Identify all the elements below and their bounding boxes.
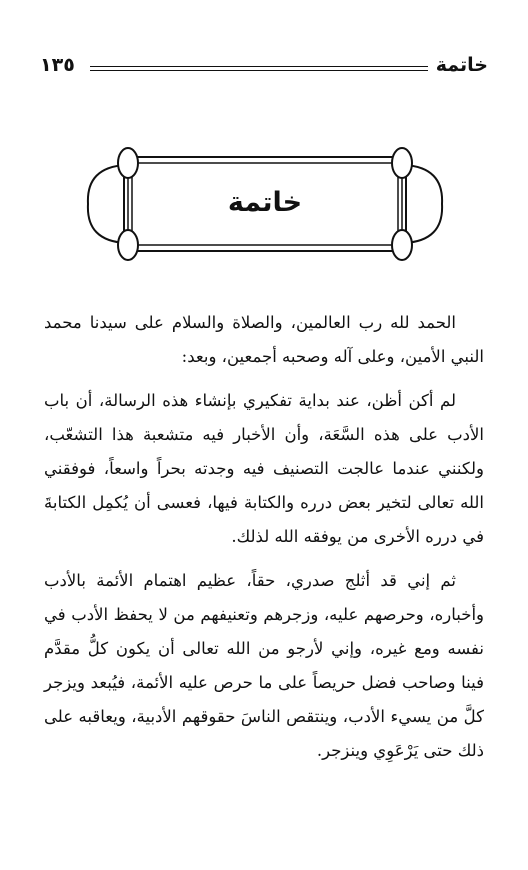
header-title: خاتمة: [435, 54, 488, 76]
chapter-title-ornament: [86, 145, 444, 263]
paragraph-second: لم أكن أظن، عند بداية تفكيري بإنشاء هذه الرسالة، أن باب الأدب على هذه السَّعَة، وأن الأخبار فيه متشعبة هذا التشعّب، ولكنني عندما عالجت التصنيف فيه وجدته بحراً واسعاً، فوفقني الله تعالى لتخير بعض درره والكتابة فيها، فعسى أن يُكمِل الكتابةَ في درره الأخرى من يوفقه الله لذلك.: [44, 391, 484, 546]
body-text: [44, 306, 484, 768]
page-number: ١٣٥: [40, 54, 75, 76]
paragraph-opening: الحمد لله رب العالمين، والصلاة والسلام على سيدنا محمد النبي الأمين، وعلى آله وصحبه أجمعين، وبعد:: [44, 313, 484, 366]
paragraph-third: ثم إني قد أثلج صدري، حقاً، عظيم اهتمام الأئمة بالأدب وأخباره، وحرصهم عليه، وزجرهم وتعنيفهم من لا يحفظ الأدب في نفسه ومع غيره، وإني لأرجو من الله تعالى أن يكون كلُّ مقدَّم فينا وصاحب فضل حريصاً على ما حرص عليه الأئمة، فيُبعد ويزجر كلَّ من يسيء الأدب، وينتقص الناسَ حقوقهم الأدبية، ويعاقبه على ذلك حتى يَرْعَوِي وينزجر.: [44, 571, 484, 760]
running-header: [40, 52, 488, 82]
chapter-title: خاتمة: [227, 187, 303, 218]
header-rule: [90, 66, 428, 71]
